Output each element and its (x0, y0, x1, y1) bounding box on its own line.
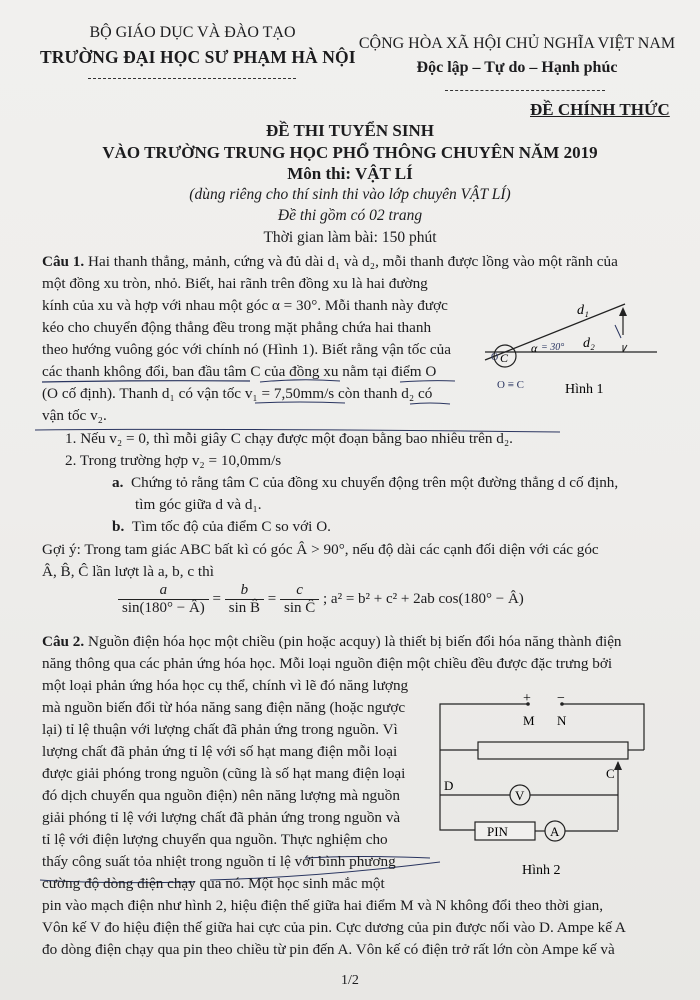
page-number: 1/2 (341, 973, 359, 988)
rheostat (478, 742, 628, 759)
republic-name: CỘNG HÒA XÃ HỘI CHỦ NGHĨA VIỆT NAM (358, 35, 676, 52)
fig1-handwritten-angle: = 30° (541, 342, 565, 353)
q1-text: Hai thanh thẳng, mảnh, cứng và đủ dài d₁ và d₂, mỗi thanh được lồng vào một rãnh của (88, 253, 618, 270)
q2-text: Nguồn điện hóa học một chiều (pin hoặc acquy) là thiết bị biến đổi hóa năng thành điện (88, 633, 622, 650)
ammeter-label: A (550, 824, 560, 839)
q2-line-6: lượng chất đã phản ứng tỉ lệ với số hạt mang điện mỗi loại (42, 743, 398, 760)
label-c: C (606, 766, 615, 781)
q2-line-15: đo dòng điện chạy qua pin theo chiều từ pin đến A. Vôn kế có điện trở rất lớn còn Ampe kế và (42, 941, 615, 958)
fig1-label-o: O (491, 352, 499, 363)
fig1-label-d2: d₂ (583, 336, 595, 351)
q1-item-2b-text: Tìm tốc độ của điểm C so với O. (131, 518, 331, 535)
ministry-name: BỘ GIÁO DỤC VÀ ĐÀO TẠO (89, 24, 296, 41)
formula-frac-3: $\frac{c}{\text{sin Ĉ}}$ (280, 582, 319, 617)
fig2-caption: Hình 2 (522, 863, 561, 878)
q1-line-5: theo hướng vuông góc với chính nó (Hình 1). Biết rằng vận tốc của (42, 341, 451, 358)
voltmeter-label: V (515, 788, 525, 803)
q1-line-7: (O cố định). Thanh d₁ có vận tốc v₁ = 7,50mm/s còn thanh d₂ có (42, 385, 433, 402)
subject: Môn thi: VẬT LÍ (287, 164, 413, 183)
q1-hint-1: Gợi ý: Trong tam giác ABC bất kì có góc Â > 90°, nếu độ dài các cạnh đối diện với các góc (42, 541, 599, 558)
q1-line-3: kính của xu và hợp với nhau một góc α = 30°. Mỗi thanh này được (42, 297, 448, 314)
exam-subtitle: VÀO TRƯỜNG TRUNG HỌC PHỔ THÔNG CHUYÊN NĂM 2019 (102, 143, 598, 162)
terminal-plus: + (523, 691, 531, 706)
formula-tail: ; a² = b² + c² + 2ab cos(180° − Â) (323, 590, 524, 607)
q2-line-5: lại) tỉ lệ thuận với lượng chất đã phản ứng trong nguồn. Vì (42, 721, 398, 738)
q2-line-11: thấy công suất tỏa nhiệt trong nguồn tỉ lệ với bình phương (42, 853, 396, 870)
fig1-label-d1: d₁ (577, 303, 589, 318)
q2-line-1 (42, 631, 622, 653)
q2-line-2: năng thông qua các phản ứng hóa học. Mỗi loại nguồn điện một chiều đều được đặc trưng bởi (42, 655, 613, 672)
q1-hint-2: Â, B̂, Ĉ lần lượt là a, b, c thì (42, 563, 214, 580)
q1-line-6: các thanh không đổi, ban đầu tâm C của đồng xu nằm tại điểm O (42, 363, 437, 380)
fig1-label-alpha: α (531, 341, 538, 355)
q2-line-12: cường độ dòng điện chạy qua nó. Một học sinh mắc một (42, 875, 385, 892)
time-limit: Thời gian làm bài: 150 phút (263, 229, 437, 246)
q1-item-2b-label: b. (112, 518, 125, 535)
fig1-handwritten-oc: O ≡ C (497, 379, 524, 391)
q1-item-1: 1. Nếu v₂ = 0, thì mỗi giây C chạy được một đoạn bằng bao nhiêu trên d₂. (65, 430, 513, 447)
q2-line-3: một loại phản ứng hóa học cụ thể, chính vì lẽ đó năng lượng (42, 677, 409, 694)
official-label: ĐỀ CHÍNH THỨC (530, 100, 670, 119)
fig1-caption: Hình 1 (565, 382, 604, 397)
q2-label: Câu 2. (42, 633, 85, 650)
q2-line-7: được giải phóng trong nguồn (cũng là số hạt mang điện loại (42, 765, 406, 782)
q1-line-4: kéo cho chuyển động thẳng đều trong mặt phẳng chứa hai thanh (42, 319, 432, 336)
subject-note: (dùng riêng cho thí sinh thi vào lớp chuyên VẬT LÍ) (189, 186, 511, 203)
exam-title: ĐỀ THI TUYỂN SINH (265, 121, 434, 140)
pin-label: PIN (487, 824, 508, 839)
q1-item-2a-label: a. (112, 474, 124, 491)
page-count: Đề thi gồm có 02 trang (277, 207, 423, 224)
formula-frac-2: $\frac{b}{\text{sin B̂}}$ (225, 582, 264, 617)
sine-rule-formula: $\frac{a}{\sin(180^\circ - Â)}$ = $\frac{b}{\text{sin B̂}}$ = $\frac{c}{\text{sin Ĉ}}$ ; a² = b² + c² + 2ab cos(180° − Â) (118, 582, 524, 617)
q1-item-2b (112, 516, 331, 538)
q1-line-2: một đồng xu tròn, nhỏ. Biết, hai rãnh trên đồng xu là hai đường (42, 275, 428, 292)
q2-line-4: mà nguồn biến đổi từ hóa năng sang điện năng (hoặc ngược (42, 699, 406, 716)
q1-item-2a-text: Chứng tỏ rằng tâm C của đồng xu chuyển động trên một đường thẳng d cố định, (130, 474, 619, 491)
q1-item-2a (112, 472, 618, 494)
q2-line-8: đó dịch chuyển qua nguồn điện) nên năng lượng mà nguồn (42, 787, 400, 804)
figure-2 (430, 690, 670, 890)
q2-line-14: Vôn kế V đo hiệu điện thế giữa hai cực của pin. Cực dương của pin được nối vào D. Ampe kế A (42, 919, 626, 936)
q1-item-2: 2. Trong trường hợp v₂ = 10,0mm/s (65, 452, 282, 469)
label-n: N (557, 713, 567, 728)
q2-line-10: tỉ lệ với điện lượng chuyển qua nguồn. Thực nghiệm cho (42, 831, 388, 848)
q1-label: Câu 1. (42, 253, 85, 270)
q2-line-13: pin vào mạch điện như hình 2, hiệu điện thế giữa hai điểm M và N không đổi theo thời gian, (42, 897, 604, 914)
terminal-minus: − (557, 691, 565, 706)
q2-line-9: giải phóng tỉ lệ với lượng chất đã phản ứng trong nguồn và (42, 809, 401, 826)
label-d: D (444, 778, 454, 793)
q1-line-8: vận tốc v₂. (42, 407, 107, 424)
figure-1 (475, 290, 665, 400)
fig1-label-c: C (500, 351, 509, 365)
formula-frac-1: $\frac{a}{\sin(180^\circ - Â)}$ (118, 582, 209, 617)
university-name: TRƯỜNG ĐẠI HỌC SƯ PHẠM HÀ NỘI (40, 47, 356, 67)
label-m: M (523, 713, 535, 728)
motto: Độc lập – Tự do – Hạnh phúc (416, 59, 618, 76)
q1-item-2a-cont: tìm góc giữa d và d₁. (135, 496, 262, 513)
